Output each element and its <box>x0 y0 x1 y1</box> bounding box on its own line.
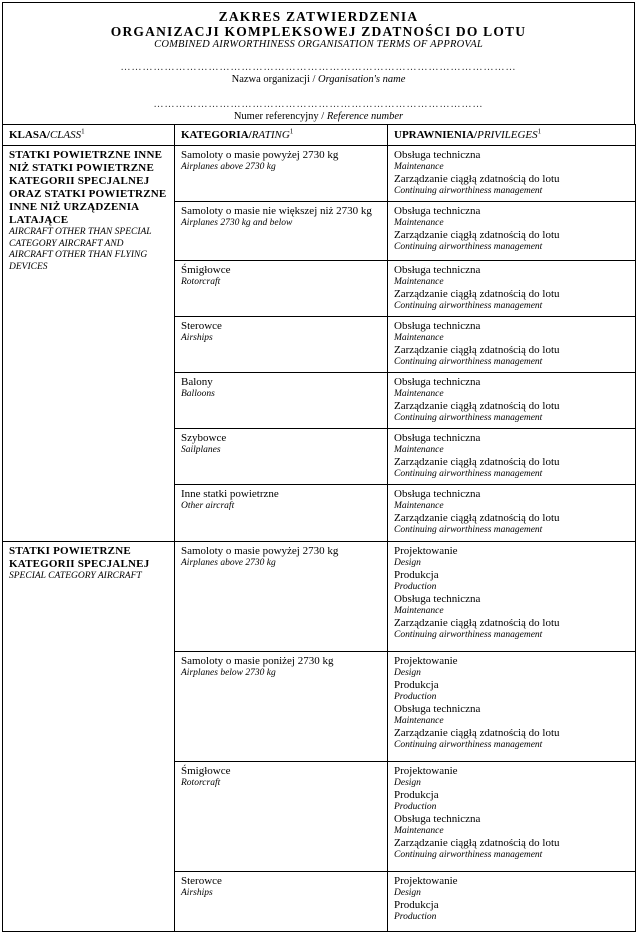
privilege-en: Maintenance <box>394 389 444 399</box>
rating-cell <box>175 542 388 652</box>
privilege-pl: Obsługa techniczna <box>394 488 481 500</box>
privilege-pl: Obsługa techniczna <box>394 149 481 161</box>
privilege-en: Continuing airworthiness management <box>394 630 543 640</box>
rating-name-pl: Szybowce <box>181 432 227 444</box>
privilege-pl: Projektowanie <box>394 765 458 777</box>
class-name-pl: STATKI POWIETRZNE INNE NIŻ STATKI POWIETRZNE KATEGORII SPECJALNEJ ORAZ STATKI POWIETRZNE INNE NIŻ URZĄDZENIA LATAJĄCE <box>9 149 167 226</box>
rating-name-pl: Samoloty o masie poniżej 2730 kg <box>181 655 334 667</box>
rating-name-pl: Śmigłowce <box>181 765 231 777</box>
privileges-cell <box>388 872 636 932</box>
rating-name-en: Airplanes above 2730 kg <box>181 558 276 568</box>
org-name-label: Nazwa organizacji / Organisation's name <box>231 74 406 85</box>
rating-name-pl: Sterowce <box>181 875 222 887</box>
privilege-en: Maintenance <box>394 716 444 726</box>
privileges-cell <box>388 429 636 485</box>
privilege-en: Continuing airworthiness management <box>394 242 543 252</box>
privilege-pl: Produkcja <box>394 569 439 581</box>
rating-cell <box>175 317 388 373</box>
privilege-en: Design <box>394 558 421 568</box>
privilege-pl: Produkcja <box>394 789 439 801</box>
privilege-en: Continuing airworthiness management <box>394 469 543 479</box>
privilege-pl: Obsługa techniczna <box>394 264 481 276</box>
privilege-pl: Projektowanie <box>394 875 458 887</box>
privilege-en: Maintenance <box>394 277 444 287</box>
rating-name-pl: Śmigłowce <box>181 264 231 276</box>
terms-of-approval-table <box>2 124 636 932</box>
privilege-pl: Obsługa techniczna <box>394 205 481 217</box>
privilege-pl: Projektowanie <box>394 655 458 667</box>
privilege-en: Continuing airworthiness management <box>394 186 543 196</box>
privileges-cell <box>388 202 636 261</box>
privileges-cell <box>388 261 636 317</box>
privilege-en: Maintenance <box>394 606 444 616</box>
privilege-pl: Obsługa techniczna <box>394 432 481 444</box>
rating-name-en: Airplanes below 2730 kg <box>181 668 276 678</box>
privilege-pl: Zarządzanie ciągłą zdatnością do lotu <box>394 229 560 241</box>
rating-cell <box>175 373 388 429</box>
privilege-en: Continuing airworthiness management <box>394 413 543 423</box>
rating-cell <box>175 429 388 485</box>
title-line-1: ZAKRES ZATWIERDZENIA <box>218 9 419 24</box>
privilege-pl: Obsługa techniczna <box>394 703 481 715</box>
privilege-en: Production <box>394 912 437 922</box>
privilege-en: Production <box>394 692 437 702</box>
rating-name-pl: Sterowce <box>181 320 222 332</box>
rating-name-en: Airships <box>181 333 213 343</box>
privilege-pl: Produkcja <box>394 899 439 911</box>
rating-name-en: Other aircraft <box>181 501 235 511</box>
privilege-pl: Zarządzanie ciągłą zdatnością do lotu <box>394 727 560 739</box>
rating-name-en: Rotorcraft <box>181 778 221 788</box>
privileges-cell <box>388 373 636 429</box>
privileges-cell <box>388 146 636 202</box>
privilege-pl: Zarządzanie ciągłą zdatnością do lotu <box>394 512 560 524</box>
privilege-pl: Obsługa techniczna <box>394 376 481 388</box>
privileges-cell <box>388 762 636 872</box>
privilege-pl: Zarządzanie ciągłą zdatnością do lotu <box>394 400 560 412</box>
class-name-en: AIRCRAFT OTHER THAN SPECIAL CATEGORY AIRCRAFT AND AIRCRAFT OTHER THAN FLYING DEVICES <box>9 227 152 272</box>
rating-cell <box>175 652 388 762</box>
rating-name-en: Balloons <box>181 389 215 399</box>
class-name-en: SPECIAL CATEGORY AIRCRAFT <box>9 571 142 581</box>
rating-cell <box>175 202 388 261</box>
privilege-pl: Obsługa techniczna <box>394 813 481 825</box>
privilege-pl: Zarządzanie ciągłą zdatnością do lotu <box>394 456 560 468</box>
privileges-cell <box>388 542 636 652</box>
table-row <box>3 146 636 202</box>
privilege-en: Maintenance <box>394 826 444 836</box>
rating-name-en: Airplanes 2730 kg and below <box>181 218 293 228</box>
rating-name-pl: Samoloty o masie powyżej 2730 kg <box>181 149 339 161</box>
privilege-pl: Obsługa techniczna <box>394 593 481 605</box>
class-column-header: KLASA/CLASS$^1$ <box>3 125 175 146</box>
rating-name-en: Airplanes above 2730 kg <box>181 162 276 172</box>
rating-name-en: Sailplanes <box>181 445 221 455</box>
rating-name-pl: Balony <box>181 376 213 388</box>
rating-name-en: Rotorcraft <box>181 277 221 287</box>
rating-column-header: KATEGORIA/RATING$^1$ <box>175 125 388 146</box>
rating-cell <box>175 872 388 932</box>
class-cell <box>3 146 175 542</box>
title-line-2: ORGANIZACJI KOMPLEKSOWEJ ZDATNOŚCI DO LOTU <box>110 24 527 39</box>
privilege-pl: Produkcja <box>394 679 439 691</box>
rating-name-pl: Inne statki powietrzne <box>181 488 279 500</box>
privilege-en: Maintenance <box>394 445 444 455</box>
class-cell <box>3 542 175 932</box>
rating-cell <box>175 146 388 202</box>
privilege-pl: Obsługa techniczna <box>394 320 481 332</box>
privilege-en: Continuing airworthiness management <box>394 525 543 535</box>
privileges-column-header: UPRAWNIENIA/PRIVILEGES$^1$ <box>388 125 636 146</box>
rating-name-en: Airships <box>181 888 213 898</box>
privilege-en: Design <box>394 778 421 788</box>
reference-number-label: Numer referencyjny / Reference number <box>233 111 404 122</box>
reference-dotted-line: ……………………………………………………………………………… <box>153 99 484 110</box>
privilege-pl: Zarządzanie ciągłą zdatnością do lotu <box>394 617 560 629</box>
table-header-row <box>3 125 636 146</box>
privilege-pl: Projektowanie <box>394 545 458 557</box>
privilege-en: Continuing airworthiness management <box>394 740 543 750</box>
document-header <box>2 2 635 124</box>
privilege-en: Continuing airworthiness management <box>394 357 543 367</box>
privileges-cell <box>388 317 636 373</box>
rating-cell <box>175 485 388 542</box>
privilege-en: Production <box>394 582 437 592</box>
rating-cell <box>175 261 388 317</box>
privilege-pl: Zarządzanie ciągłą zdatnością do lotu <box>394 288 560 300</box>
rating-name-pl: Samoloty o masie nie większej niż 2730 kg <box>181 205 372 217</box>
privilege-en: Production <box>394 802 437 812</box>
privilege-en: Maintenance <box>394 333 444 343</box>
privilege-pl: Zarządzanie ciągłą zdatnością do lotu <box>394 837 560 849</box>
title-english: COMBINED AIRWORTHINESS ORGANISATION TERMS OF APPROVAL <box>154 39 483 50</box>
privilege-en: Design <box>394 668 421 678</box>
privilege-en: Maintenance <box>394 162 444 172</box>
privilege-pl: Zarządzanie ciągłą zdatnością do lotu <box>394 344 560 356</box>
table-row <box>3 542 636 652</box>
privilege-en: Continuing airworthiness management <box>394 301 543 311</box>
org-name-dotted-line: ……………………………………………………………………………………………… <box>120 62 517 73</box>
class-name-pl: STATKI POWIETRZNE KATEGORII SPECJALNEJ <box>9 545 150 570</box>
privileges-cell <box>388 652 636 762</box>
privilege-en: Continuing airworthiness management <box>394 850 543 860</box>
privileges-cell <box>388 485 636 542</box>
rating-name-pl: Samoloty o masie powyżej 2730 kg <box>181 545 339 557</box>
privilege-en: Design <box>394 888 421 898</box>
privilege-en: Maintenance <box>394 218 444 228</box>
privilege-pl: Zarządzanie ciągłą zdatnością do lotu <box>394 173 560 185</box>
rating-cell <box>175 762 388 872</box>
privilege-en: Maintenance <box>394 501 444 511</box>
